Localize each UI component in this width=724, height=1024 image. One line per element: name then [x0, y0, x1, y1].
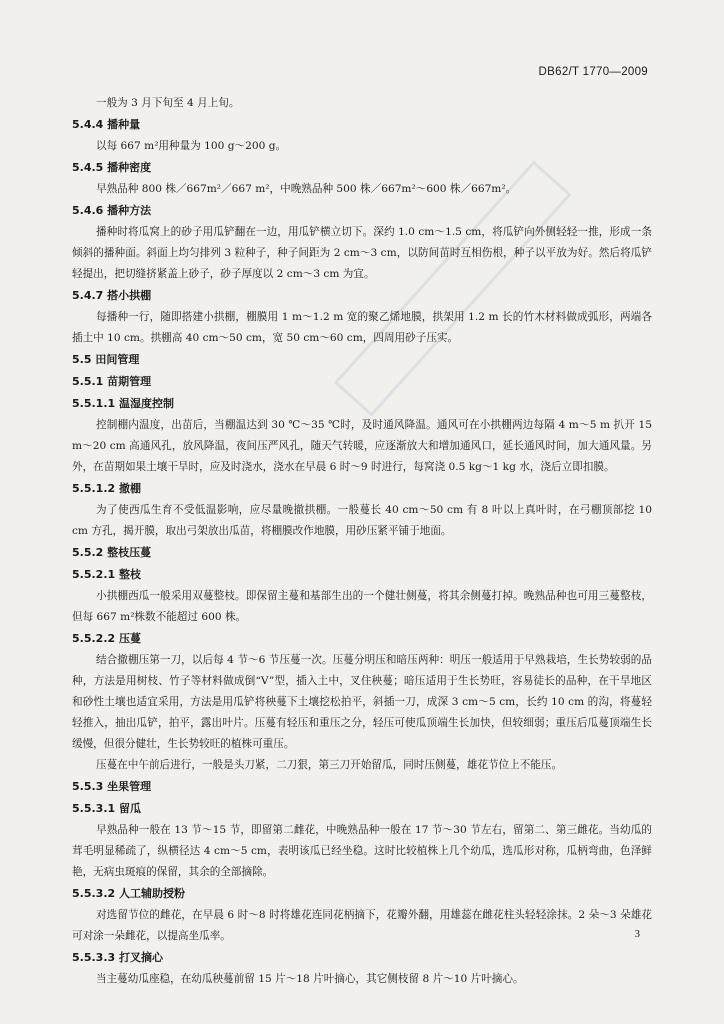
- section-text-5-5-2-1: 小拱棚西瓜一般采用双蔓整枝。即保留主蔓和基部生出的一个健壮侧蔓，将其余侧蔓打掉。晚熟品种也可用三蔓整枝，但每 667 m²株数不能超过 600 株。: [72, 590, 652, 623]
- section-text-5-4-4: 以每 667 m²用种量为 100 g～200 g。: [96, 140, 287, 152]
- section-text-5-4-5: 早熟品种 800 株／667m²／667 m²，中晚熟品种 500 株／667m²～600 株／667m²。: [96, 183, 517, 195]
- section-heading-5-5-2-1: 5.5.2.1 整枝: [72, 568, 141, 581]
- section-text-5-5-1-2: 为了使西瓜生育不受低温影响，应尽量晚撤拱棚。一般蔓长 40 cm～50 cm 有 8 叶以上真叶时，在弓棚顶部挖 10 cm 方孔，揭开膜，取出弓架放出瓜苗，将棚膜改作地膜，用砂压紧平铺于地面。: [72, 504, 652, 537]
- section-heading-5-5-2-2: 5.5.2.2 压蔓: [72, 632, 141, 645]
- section-heading-5-5-2: 5.5.2 整枝压蔓: [72, 546, 152, 559]
- intro-line: 一般为 3 月下旬至 4 月上旬。: [96, 97, 240, 109]
- section-heading-5-5-3: 5.5.3 坐果管理: [72, 780, 152, 793]
- section-heading-5-5-3-2: 5.5.3.2 人工辅助授粉: [72, 887, 185, 900]
- section-text-5-5-1-1: 控制棚内温度，出苗后，当棚温达到 30 ℃～35 ℃时，及时通风降温。通风可在小拱棚两边每隔 4 m～5 m 扒开 15 m～20 cm 高通风孔，放风降温，夜间压严风孔，随天气转暖，应逐渐放大和增加通风口，延长通风时间，加大通风量。另外，在苗期如果土壤干旱时，应及时浇水，浇水在早晨 6 时～9 时进行，每窝浇 0.5 kg～1 kg 水，浇后立即扣膜。: [72, 419, 652, 473]
- section-text-5-5-2-2-b: 压蔓在中午前后进行，一般是头刀紧，二刀狠，第三刀开始留瓜，同时压侧蔓，雄花节位上不能压。: [96, 759, 563, 771]
- section-heading-5-5-1-2: 5.5.1.2 撤棚: [72, 482, 141, 495]
- section-text-5-5-3-1: 早熟品种一般在 13 节～15 节，即留第二雌花，中晚熟品种一般在 17 节～30 节左右，留第二、第三雌花。当幼瓜的茸毛明显稀疏了，纵横径达 4 cm～5 cm，表明该瓜已经坐稳。这时比较植株上几个幼瓜，选瓜形对称，瓜柄弯曲，色泽鲜艳，无病虫斑痕的保留，其余的全部摘除。: [72, 824, 652, 878]
- page-number: 3: [634, 928, 640, 940]
- section-text-5-4-6: 播种时将瓜窝上的砂子用瓜铲翻在一边，用瓜铲横立切下。深约 1.0 cm～1.5 cm，将瓜铲向外侧轻轻一推，形成一条倾斜的播种面。斜面上均匀排列 3 粒种子，种子间距为 2 cm～3 cm，以防间苗时互相伤根，种子以平放为好。然后将瓜铲轻提出，把切缝挤紧盖上砂子，砂子厚度以 2 cm～3 cm 为宜。: [72, 226, 652, 280]
- section-heading-5-4-7: 5.4.7 搭小拱棚: [72, 289, 152, 302]
- section-heading-5-4-6: 5.4.6 播种方法: [72, 204, 152, 217]
- section-heading-5-5-1: 5.5.1 苗期管理: [72, 375, 152, 388]
- section-text-5-5-3-3: 当主蔓幼瓜座稳，在幼瓜秧蔓前留 15 片～18 片叶摘心，其它侧枝留 8 片～10 片叶摘心。: [96, 973, 524, 985]
- section-heading-5-4-5: 5.4.5 播种密度: [72, 161, 152, 174]
- section-heading-5-5-3-3: 5.5.3.3 打叉摘心: [72, 951, 163, 964]
- document-body: [72, 93, 652, 990]
- section-heading-5-5-3-1: 5.5.3.1 留瓜: [72, 802, 141, 815]
- standard-code-header: DB62/T 1770—2009: [538, 66, 648, 78]
- section-heading-5-5-1-1: 5.5.1.1 温湿度控制: [72, 397, 174, 410]
- section-text-5-5-2-2: 结合撤棚压第一刀，以后每 4 节～6 节压蔓一次。压蔓分明压和暗压两种：明压一般适用于早熟栽培，生长势较弱的品种，方法是用树枝、竹子等材料做成倒“V”型，插入土中，叉住秧蔓；暗压适用于生长势旺，容易徒长的品种，在干旱地区和砂性土壤也适宜采用，方法是用瓜铲将秧蔓下土壤挖松拍平，斜插一刀，成深 3 cm～5 cm，长约 10 cm 的沟，将蔓轻轻推入，抽出瓜铲，拍平，露出叶片。压蔓有轻压和重压之分，轻压可使瓜顶端生长加快，但较细弱；重压后瓜蔓顶端生长缓慢，但很分健壮，生长势较旺的植株可重压。: [72, 654, 652, 750]
- section-text-5-4-7: 每播种一行，随即搭建小拱棚，棚膜用 1 m～1.2 m 宽的聚乙烯地膜，拱架用 1.2 m 长的竹木材料做成弧形，两端各插土中 10 cm。拱棚高 40 cm～50 cm，宽 50 cm～60 cm，四周用砂子压实。: [72, 311, 652, 344]
- section-heading-5-4-4: 5.4.4 播种量: [72, 118, 141, 131]
- section-text-5-5-3-2: 对选留节位的雌花，在早晨 6 时～8 时将雄花连同花柄摘下，花瓣外翻，用雄蕊在雌花柱头轻轻涂抹。2 朵～3 朵雄花可对涂一朵雌花，以提高坐瓜率。: [72, 909, 652, 942]
- section-heading-5-5: 5.5 田间管理: [72, 353, 140, 366]
